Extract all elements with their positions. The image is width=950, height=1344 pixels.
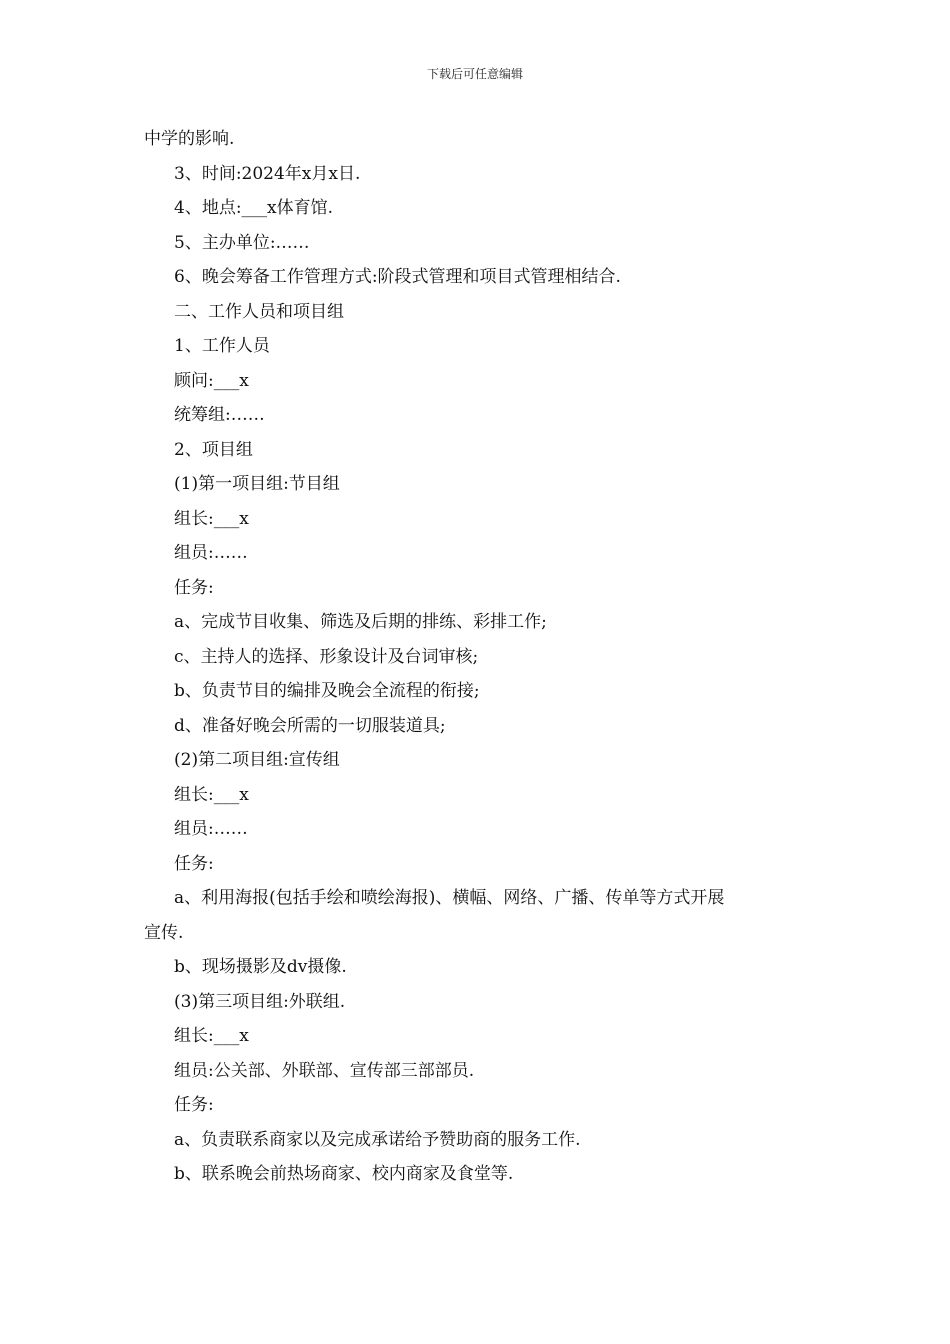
task-item: a、完成节目收集、筛选及后期的排练、彩排工作; — [174, 612, 547, 632]
paragraph-line: 组员:…… — [174, 543, 248, 563]
paragraph-line: 5、主办单位:…… — [174, 232, 310, 253]
group-heading: (3)第三项目组:外联组. — [174, 991, 346, 1012]
paragraph-line: 4、地点:___x体育馆. — [174, 198, 334, 218]
task-item: c、主持人的选择、形象设计及台词审核; — [174, 646, 479, 667]
page-header: 下载后可任意编辑 — [426, 67, 523, 81]
group-heading: (1)第一项目组:节目组 — [174, 474, 340, 494]
subsection-heading: 1、工作人员 — [174, 336, 270, 356]
task-item: b、负责节目的编排及晚会全流程的衔接; — [174, 681, 480, 701]
paragraph-line: 任务: — [174, 577, 214, 598]
task-item: a、负责联系商家以及完成承诺给予赞助商的服务工作. — [174, 1129, 581, 1150]
section-heading: 二、工作人员和项目组 — [174, 301, 344, 322]
paragraph-line: 统筹组:…… — [174, 405, 265, 425]
paragraph-line: 中学的影响. — [144, 129, 235, 149]
paragraph-line: 组员:…… — [174, 819, 248, 839]
task-item: b、联系晚会前热场商家、校内商家及食堂等. — [174, 1164, 514, 1184]
paragraph-line: 任务: — [174, 1095, 214, 1115]
paragraph-line: 组长:___x — [174, 508, 249, 529]
task-item: a、利用海报(包括手绘和喷绘海报)、横幅、网络、广播、传单等方式开展 — [174, 888, 725, 908]
paragraph-line: 组员:公关部、外联部、宣传部三部部员. — [174, 1060, 475, 1081]
paragraph-line: 组长:___x — [174, 1026, 249, 1046]
paragraph-line: 6、晚会筹备工作管理方式:阶段式管理和项目式管理相结合. — [174, 267, 621, 287]
document-body — [144, 122, 814, 1192]
paragraph-line: 组长:___x — [174, 784, 249, 805]
task-item: b、现场摄影及dv摄像. — [174, 957, 347, 977]
task-item: d、准备好晚会所需的一切服装道具; — [174, 715, 446, 736]
subsection-heading: 2、项目组 — [174, 439, 253, 460]
paragraph-line: 宣传. — [144, 922, 184, 943]
group-heading: (2)第二项目组:宣传组 — [174, 750, 340, 770]
paragraph-line: 任务: — [174, 853, 214, 874]
paragraph-line: 3、时间:2024年x月x日. — [174, 163, 361, 184]
paragraph-line: 顾问:___x — [174, 370, 249, 391]
